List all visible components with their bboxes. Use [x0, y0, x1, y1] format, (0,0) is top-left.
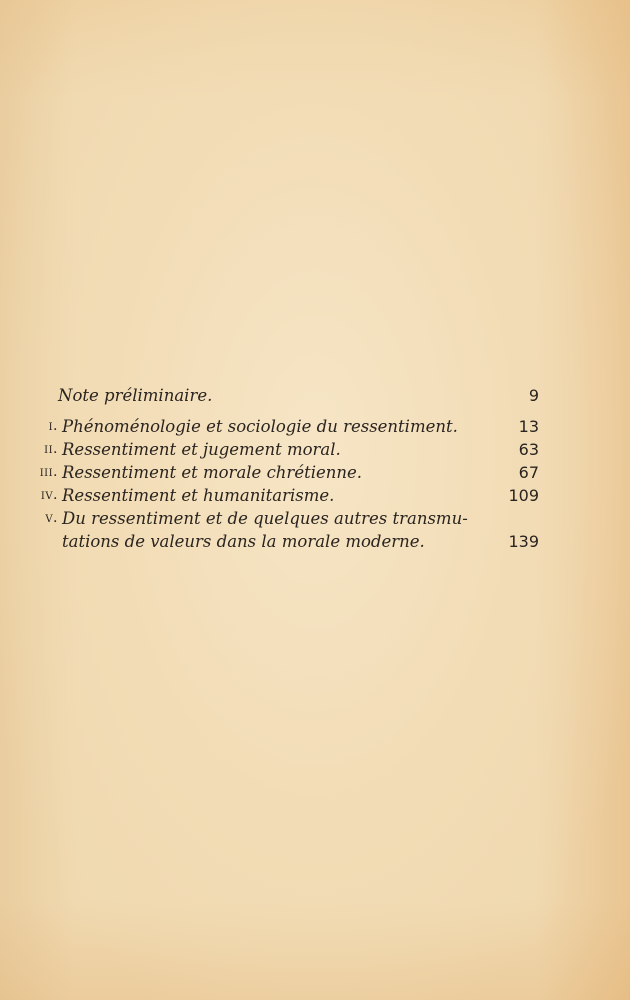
toc-entry-numeral: v. [45, 510, 58, 526]
toc-entry-page: 139 [508, 532, 539, 551]
toc-entry-1 [0, 415, 630, 438]
toc-entry-title: Ressentiment et humanitarisme. [62, 486, 335, 505]
toc-entry-page: 9 [528, 386, 539, 405]
toc-entry-5-continuation [0, 530, 630, 553]
toc-entry-title: Ressentiment et morale chrétienne. [62, 463, 363, 482]
toc-entry-numeral: iii. [39, 464, 58, 480]
toc-entry-page: 109 [508, 486, 539, 505]
toc-entry-numeral: iv. [40, 487, 58, 503]
toc-entry-title-line-1: Du ressentiment et de quelques autres transmu- [62, 509, 468, 528]
toc-entry-5 [0, 507, 630, 530]
toc-entry-title-line-2: tations de valeurs dans la morale moderne. [62, 532, 425, 551]
toc-entry-page: 13 [518, 417, 539, 436]
toc-entry-page: 63 [518, 440, 539, 459]
toc-entry-2 [0, 438, 630, 461]
toc-entry-title: Phénoménologie et sociologie du ressentiment. [62, 417, 458, 436]
toc-entry-title: Note préliminaire. [58, 386, 213, 405]
toc-entry-numeral: ii. [44, 441, 58, 457]
table-of-contents [0, 384, 630, 553]
toc-entry-note [0, 384, 630, 407]
toc-entry-4 [0, 484, 630, 507]
toc-entry-page: 67 [518, 463, 539, 482]
toc-entry-3 [0, 461, 630, 484]
toc-entry-numeral: i. [48, 418, 58, 434]
toc-entry-title: Ressentiment et jugement moral. [62, 440, 341, 459]
